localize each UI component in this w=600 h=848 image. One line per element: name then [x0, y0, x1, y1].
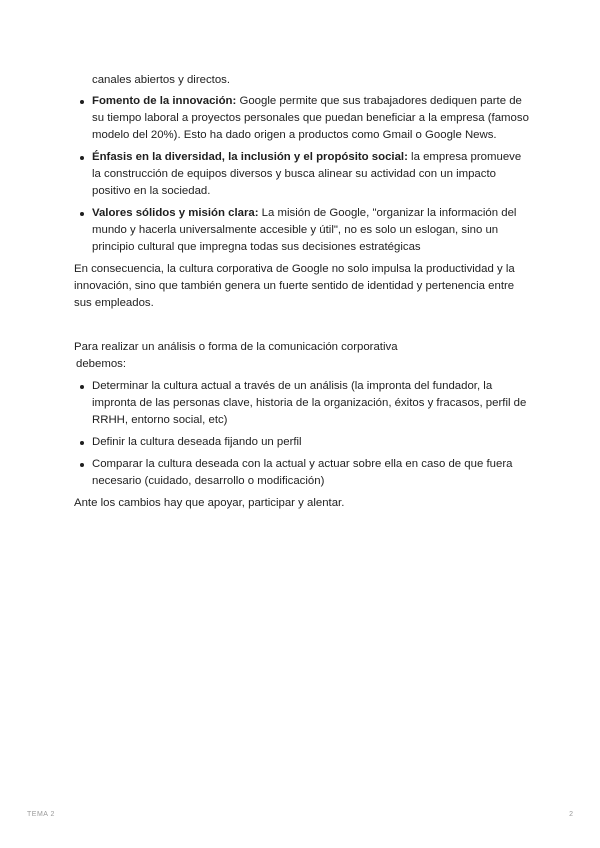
page-content [74, 72, 530, 512]
continued-text: canales abiertos y directos. [92, 74, 231, 86]
bullet-diversity-heading: Énfasis en la diversidad, la inclusión y el propósito social: [92, 151, 408, 163]
bullet-diversity-text: la empresa promueve la construcción de equipos diversos y busca alinear su actividad con un impacto positivo en la sociedad. [92, 151, 522, 197]
bullet-values-text: La misión de Google, "organizar la información del mundo y hacerla universalmente accesible y útil", no es solo un eslogan, sino un principio cultural que impregna todas sus decisiones estratégicas [92, 207, 517, 253]
analysis-step-define: Definir la cultura deseada fijando un perfil [92, 434, 530, 451]
bullet-diversity [92, 149, 530, 200]
bullet-innovation-heading: Fomento de la innovación: [92, 95, 237, 107]
closing-line: Ante los cambios hay que apoyar, participar y alentar. [74, 497, 345, 509]
analysis-step-determine: Determinar la cultura actual a través de un análisis (la impronta del fundador, la impronta de las personas clave, historia de la organización, éxitos y fracasos, perfil de RRHH, entorno social, etc) [92, 378, 530, 429]
culture-bullet-list [74, 93, 530, 256]
conclusion-paragraph: En consecuencia, la cultura corporativa de Google no solo impulsa la productividad y la innovación, sino que también genera un fuerte sentido de identidad y pertenencia entre sus empleados. [74, 263, 515, 309]
analysis-step-compare: Comparar la cultura deseada con la actual y actuar sobre ella en caso de que fuera necesario (cuidado, desarrollo o modificación) [92, 456, 530, 490]
analysis-steps-list [74, 378, 530, 490]
bullet-innovation-text: Google permite que sus trabajadores dediquen parte de su tiempo laboral a proyectos personales que puedan beneficiar a la empresa (famoso modelo del 20%). Esto ha dado origen a productos como Gmail o Google News. [92, 95, 529, 141]
analysis-intro-line1: Para realizar un análisis o forma de la comunicación corporativa [74, 341, 398, 353]
bullet-values-heading: Valores sólidos y misión clara: [92, 207, 259, 219]
footer-page-number: 2 [569, 811, 573, 818]
bullet-values [92, 205, 530, 256]
footer-section-label: TEMA 2 [27, 811, 55, 818]
analysis-intro-line2: debemos: [76, 358, 127, 370]
bullet-innovation [92, 93, 530, 144]
